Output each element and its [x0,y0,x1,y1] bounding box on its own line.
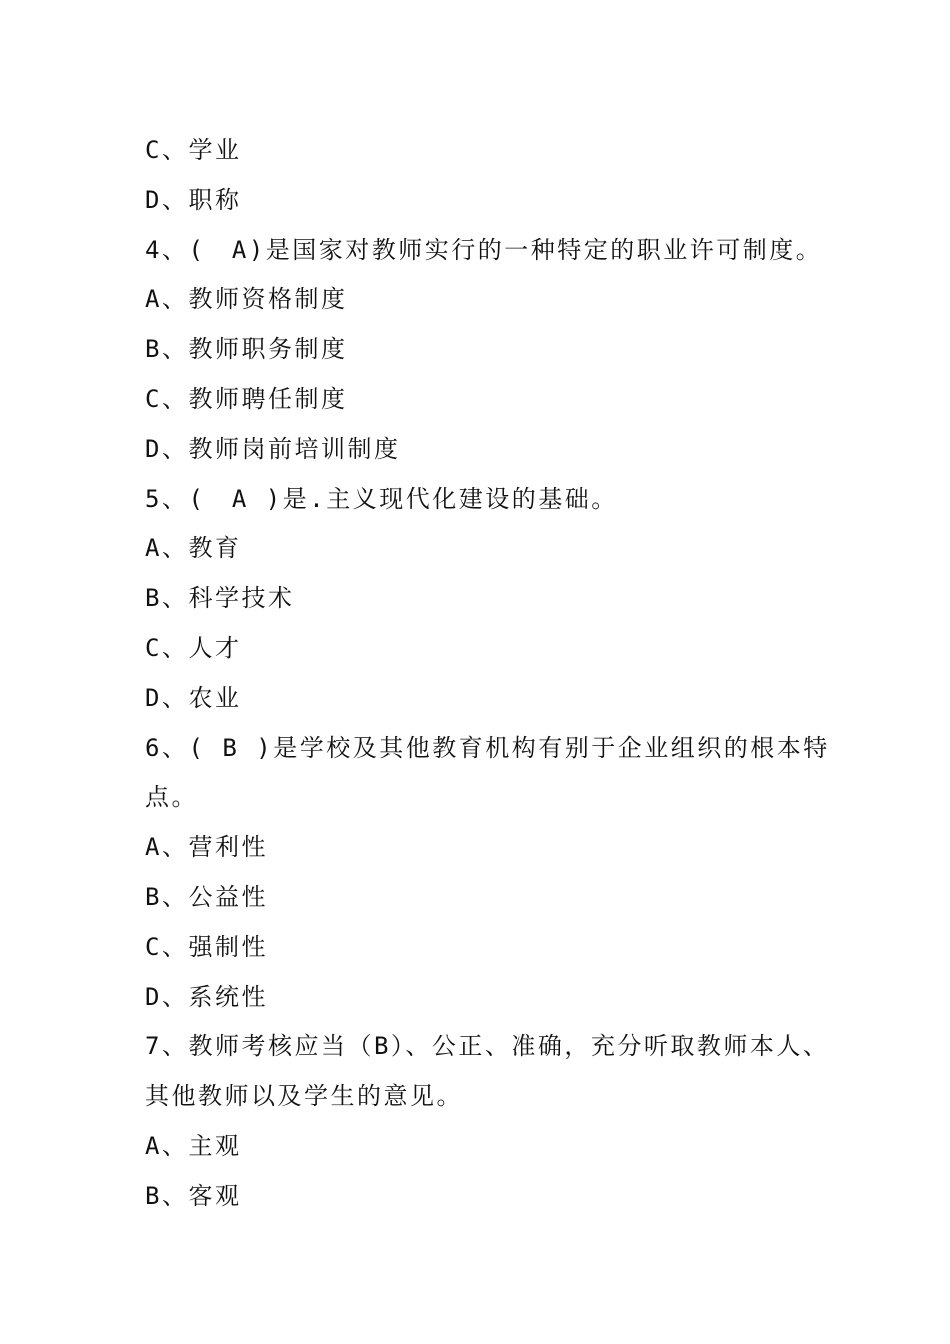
option-d-q5: D、农业 [145,683,242,712]
question-7: 7、教师考核应当（B）、公正、准确，充分听取教师本人、 [145,1032,830,1061]
option-c-q6: C、强制性 [145,932,268,961]
question-4: 4、( A)是国家对教师实行的一种特定的职业许可制度。 [145,235,823,264]
question-6-continued: 点。 [145,783,198,812]
question-6: 6、( B )是学校及其他教育机构有别于企业组织的根本特 [145,733,830,762]
option-a-q7: A、主观 [145,1131,242,1160]
option-d-q4: D、教师岗前培训制度 [145,434,401,463]
option-d-q3: D、职称 [145,185,242,214]
option-b-q6: B、公益性 [145,882,268,911]
option-d-q6: D、系统性 [145,982,268,1011]
question-5: 5、( A )是.主义现代化建设的基础。 [145,484,618,513]
option-c-q5: C、人才 [145,633,242,662]
option-b-q7: B、客观 [145,1181,242,1210]
option-b-q4: B、教师职务制度 [145,335,348,364]
option-a-q5: A、教育 [145,534,242,563]
option-b-q5: B、科学技术 [145,584,295,613]
option-c-q4: C、教师聘任制度 [145,384,348,413]
option-a-q6: A、营利性 [145,833,268,862]
question-7-continued: 其他教师以及学生的意见。 [145,1082,463,1111]
option-c-q3: C、学业 [145,136,242,164]
document-body [145,126,845,1222]
option-a-q4: A、教师资格制度 [145,285,348,314]
